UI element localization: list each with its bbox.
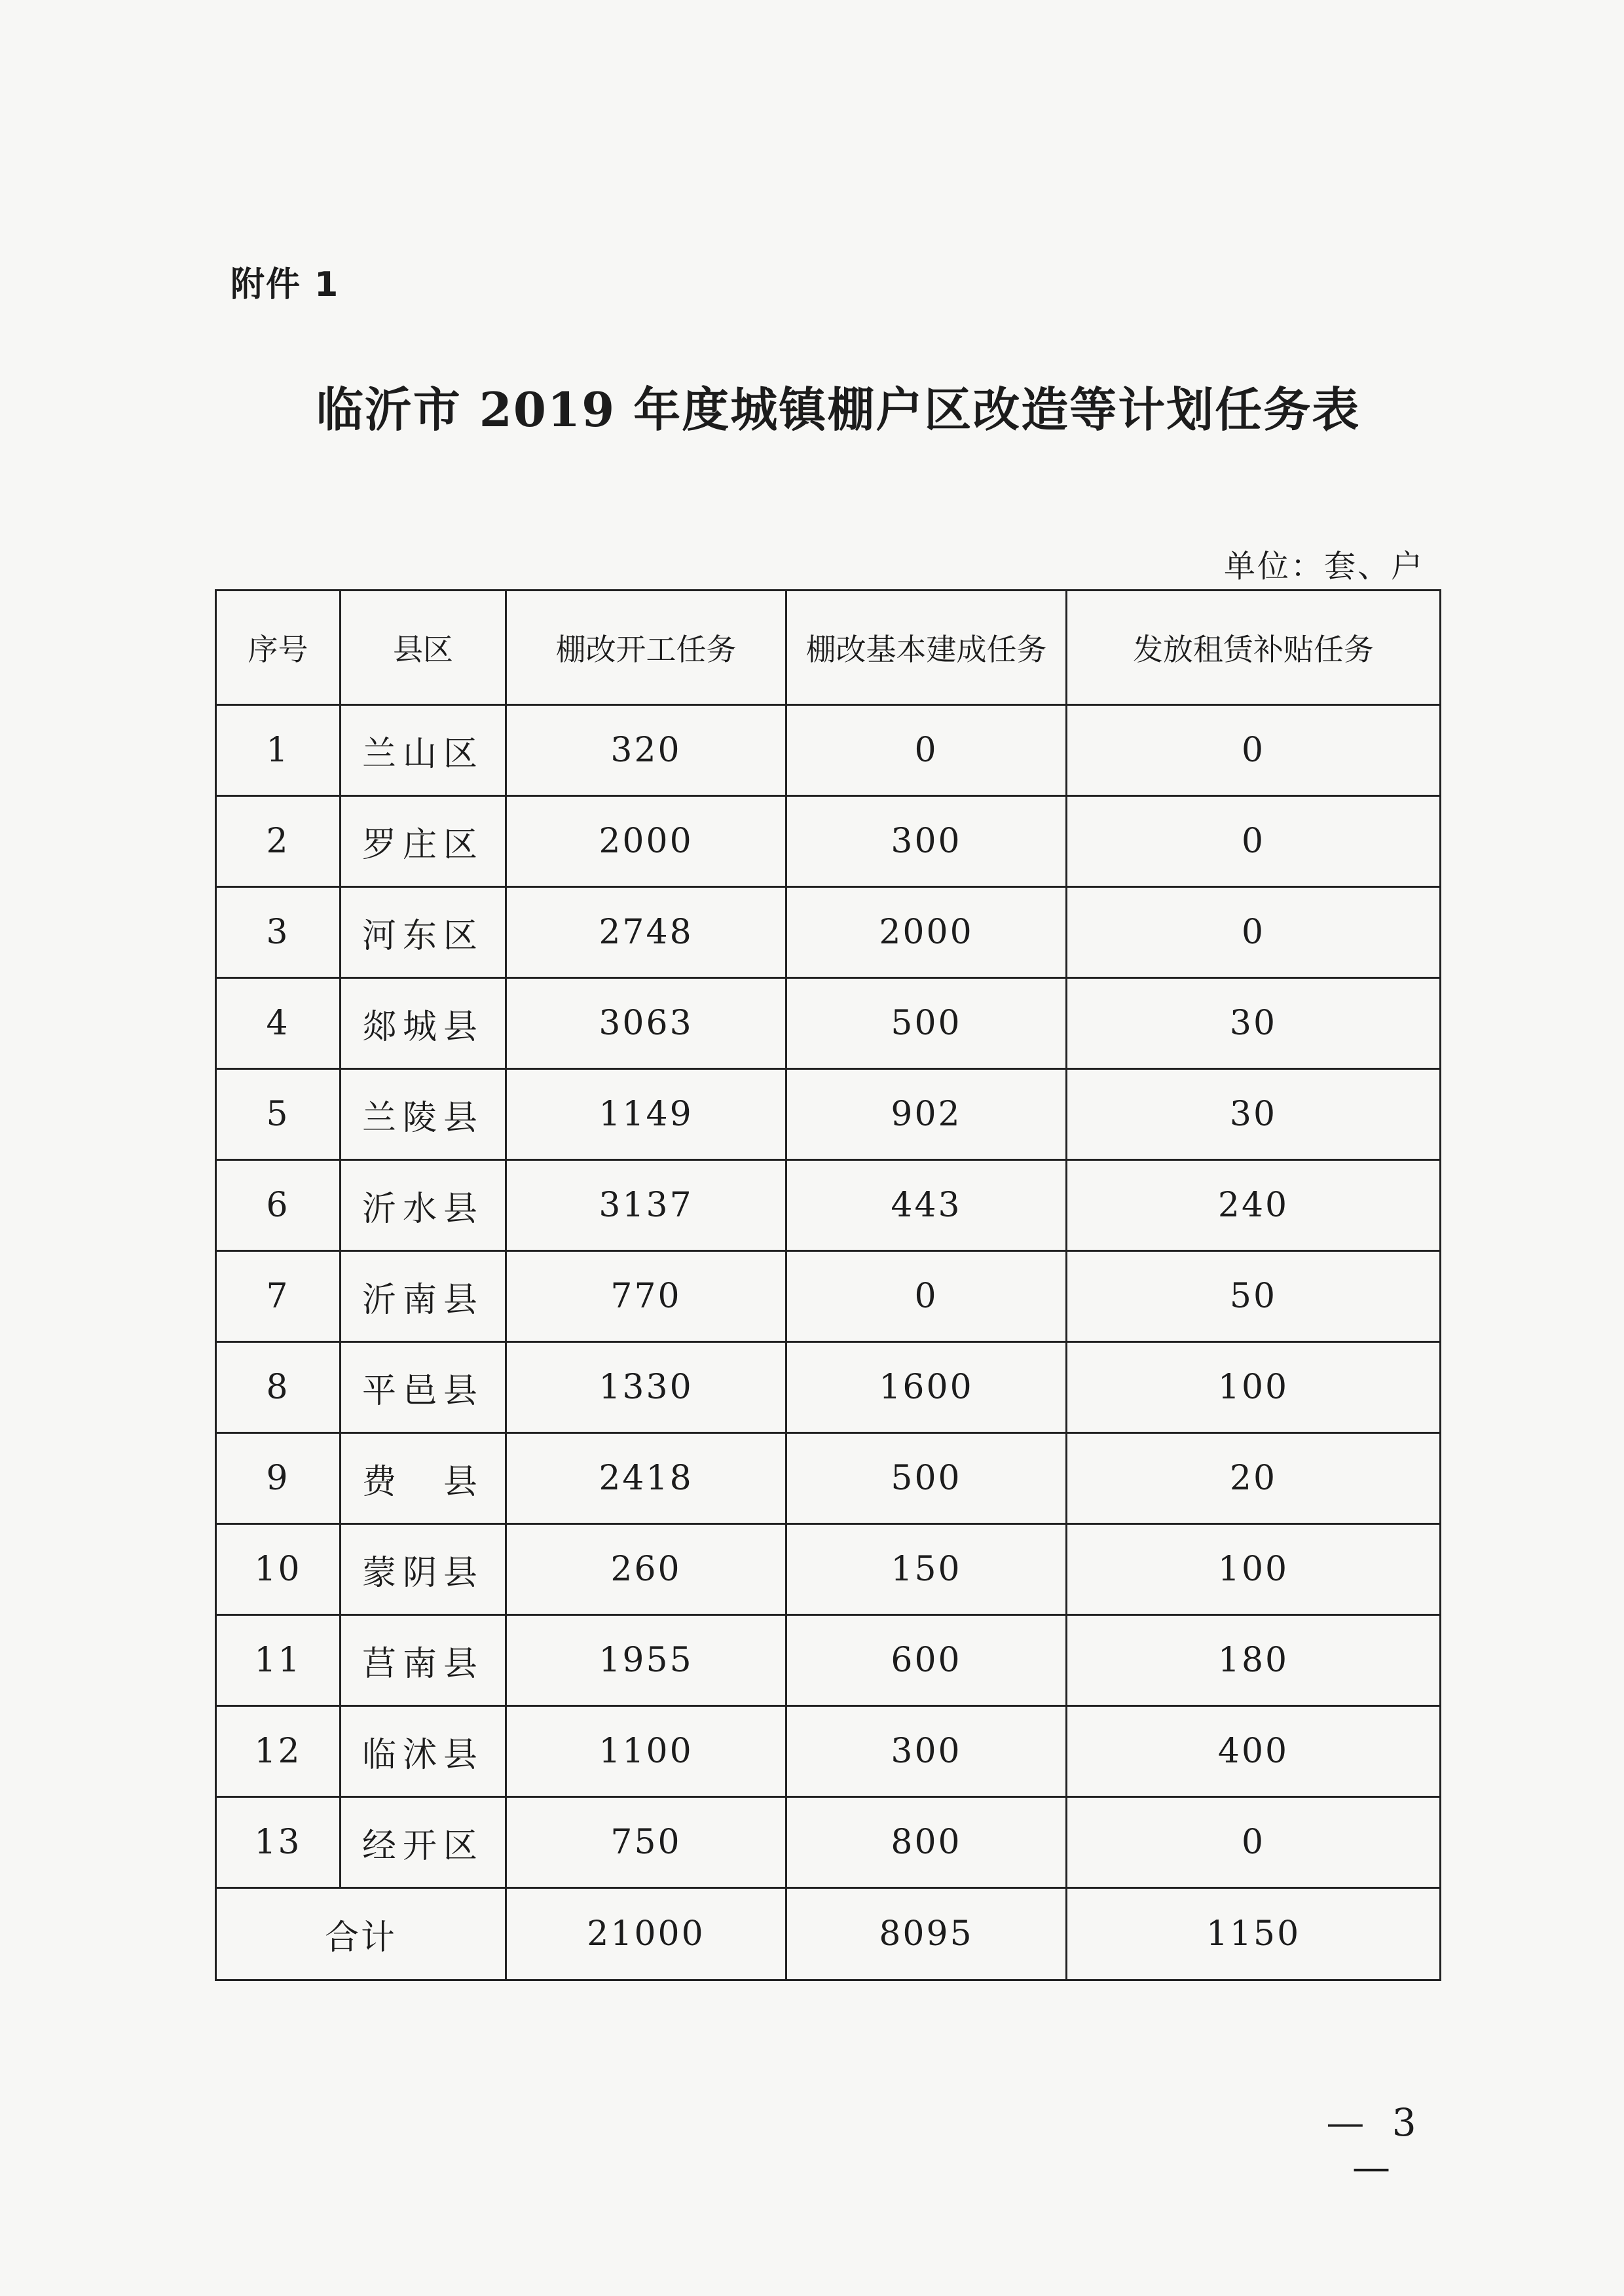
cell-county: 平邑县 (341, 1342, 506, 1433)
table-row (216, 705, 1441, 796)
table-row (216, 1160, 1441, 1251)
cell-built: 150 (786, 1524, 1067, 1615)
cell-subsidy: 180 (1067, 1615, 1441, 1706)
table-row (216, 1706, 1441, 1797)
table-row (216, 1251, 1441, 1342)
cell-start: 1100 (506, 1706, 786, 1797)
table-row (216, 796, 1441, 887)
cell-built: 0 (786, 705, 1067, 796)
cell-start: 320 (506, 705, 786, 796)
total-subsidy: 1150 (1067, 1888, 1441, 1980)
cell-built: 902 (786, 1069, 1067, 1160)
cell-no: 12 (216, 1706, 341, 1797)
cell-built: 300 (786, 796, 1067, 887)
header-no: 序号 (216, 591, 341, 705)
cell-county: 经开区 (341, 1797, 506, 1888)
cell-county: 郯城县 (341, 978, 506, 1069)
table-row (216, 1524, 1441, 1615)
cell-county: 沂南县 (341, 1251, 506, 1342)
header-county: 县区 (341, 591, 506, 705)
cell-built: 443 (786, 1160, 1067, 1251)
cell-county: 河东区 (341, 887, 506, 978)
cell-start: 1955 (506, 1615, 786, 1706)
cell-built: 500 (786, 1433, 1067, 1524)
cell-no: 3 (216, 887, 341, 978)
cell-start: 3137 (506, 1160, 786, 1251)
header-built-task: 棚改基本建成任务 (786, 591, 1067, 705)
cell-no: 13 (216, 1797, 341, 1888)
cell-county: 蒙阴县 (341, 1524, 506, 1615)
header-subsidy-task: 发放租赁补贴任务 (1067, 591, 1441, 705)
cell-county: 罗庄区 (341, 796, 506, 887)
cell-built: 500 (786, 978, 1067, 1069)
cell-built: 800 (786, 1797, 1067, 1888)
task-table (215, 589, 1441, 1981)
table-header-row (216, 591, 1441, 705)
cell-subsidy: 400 (1067, 1706, 1441, 1797)
cell-subsidy: 30 (1067, 978, 1441, 1069)
table-row (216, 1342, 1441, 1433)
cell-no: 1 (216, 705, 341, 796)
table-row (216, 978, 1441, 1069)
cell-subsidy: 100 (1067, 1524, 1441, 1615)
cell-start: 1330 (506, 1342, 786, 1433)
cell-county: 沂水县 (341, 1160, 506, 1251)
cell-county: 莒南县 (341, 1615, 506, 1706)
cell-start: 2748 (506, 887, 786, 978)
cell-no: 6 (216, 1160, 341, 1251)
cell-start: 260 (506, 1524, 786, 1615)
table-row (216, 1797, 1441, 1888)
cell-start: 3063 (506, 978, 786, 1069)
cell-no: 11 (216, 1615, 341, 1706)
table-row (216, 1615, 1441, 1706)
cell-county: 兰山区 (341, 705, 506, 796)
table-total-row (216, 1888, 1441, 1980)
cell-built: 0 (786, 1251, 1067, 1342)
total-start: 21000 (506, 1888, 786, 1980)
cell-start: 770 (506, 1251, 786, 1342)
cell-subsidy: 240 (1067, 1160, 1441, 1251)
cell-subsidy: 0 (1067, 887, 1441, 978)
cell-subsidy: 0 (1067, 705, 1441, 796)
table-row (216, 1433, 1441, 1524)
total-built: 8095 (786, 1888, 1067, 1980)
cell-no: 4 (216, 978, 341, 1069)
cell-no: 5 (216, 1069, 341, 1160)
unit-label: 单位：套、户 (1223, 548, 1424, 585)
cell-subsidy: 20 (1067, 1433, 1441, 1524)
table-row (216, 887, 1441, 978)
cell-subsidy: 100 (1067, 1342, 1441, 1433)
cell-start: 2418 (506, 1433, 786, 1524)
cell-built: 300 (786, 1706, 1067, 1797)
cell-county: 费 县 (341, 1433, 506, 1524)
total-label: 合计 (216, 1888, 506, 1980)
cell-subsidy: 30 (1067, 1069, 1441, 1160)
table-row (216, 1069, 1441, 1160)
cell-built: 2000 (786, 887, 1067, 978)
cell-county: 兰陵县 (341, 1069, 506, 1160)
cell-no: 2 (216, 796, 341, 887)
cell-no: 8 (216, 1342, 341, 1433)
page-number: — 3 — (1326, 2100, 1424, 2189)
document-title: 临沂市 2019 年度城镇棚户区改造等计划任务表 (316, 382, 1361, 437)
cell-county: 临沭县 (341, 1706, 506, 1797)
cell-no: 10 (216, 1524, 341, 1615)
cell-start: 750 (506, 1797, 786, 1888)
cell-built: 1600 (786, 1342, 1067, 1433)
cell-built: 600 (786, 1615, 1067, 1706)
cell-subsidy: 0 (1067, 796, 1441, 887)
attachment-label: 附件 1 (231, 265, 340, 304)
cell-no: 7 (216, 1251, 341, 1342)
header-start-task: 棚改开工任务 (506, 591, 786, 705)
cell-subsidy: 50 (1067, 1251, 1441, 1342)
cell-start: 1149 (506, 1069, 786, 1160)
cell-no: 9 (216, 1433, 341, 1524)
cell-subsidy: 0 (1067, 1797, 1441, 1888)
cell-start: 2000 (506, 796, 786, 887)
